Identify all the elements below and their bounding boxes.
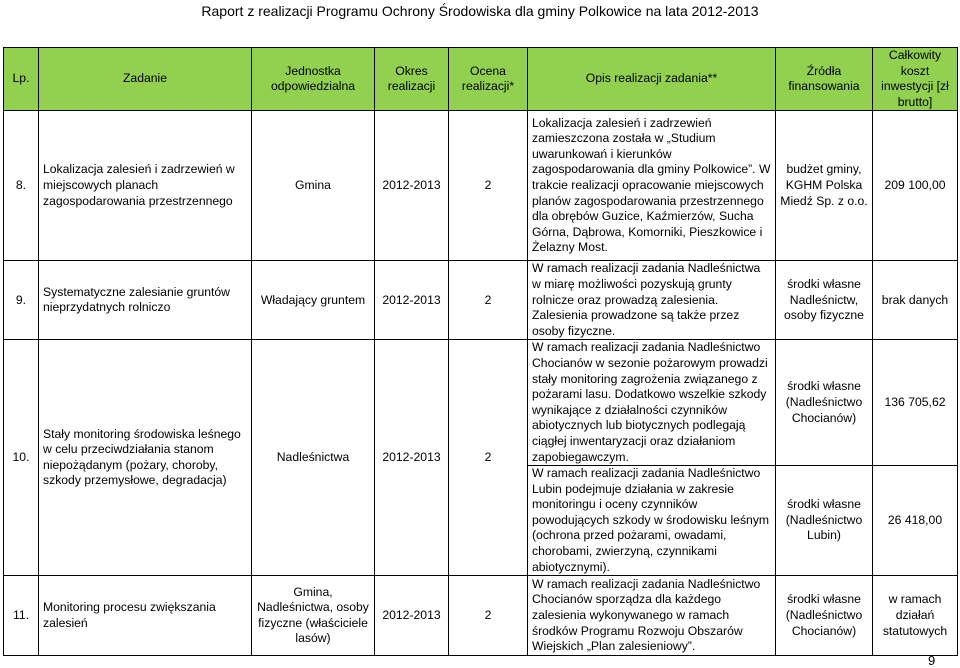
row-task: Stały monitoring środowiska leśnego w celu przeciwdziałania stanom niepożądanym (pożary, choroby, szkody przemysłowe, degradacja) [39,340,252,576]
row-cost: brak danych [873,261,958,340]
row-lp: 9. [4,261,39,340]
col-header-cost: Całkowity koszt inwestycji [zł brutto] [873,48,958,111]
row-period: 2012-2013 [375,340,449,576]
row-unit: Władający gruntem [252,261,375,340]
row-period: 2012-2013 [375,576,449,656]
row-unit: Gmina [252,111,375,261]
row-rating: 2 [449,261,528,340]
row-period: 2012-2013 [375,111,449,261]
table-row [4,261,958,340]
col-header-task: Zadanie [39,48,252,111]
row-unit: Nadleśnictwa [252,340,375,576]
row-rating: 2 [449,576,528,656]
row-source-2: środki własne (Nadleśnictwo Lubin) [776,466,873,576]
row-cost: 209 100,00 [873,111,958,261]
col-header-rating: Ocena realizacji* [449,48,528,111]
row-description: W ramach realizacji zadania Nadleśnictwo Chocianów w sezonie pożarowym prowadzi stały monitoring zagrożenia związanego z pożarami lasu. Dodatkowo wszelkie szkody wynikające z działalności czynników abiotycznych lub biotycznych podlegają ciągłej inwentaryzacji oraz działaniom zapobiegawczym. [528,340,776,466]
row-description-2: W ramach realizacji zadania Nadleśnictwo Lubin podejmuje działania w zakresie monitoringu i oceny czynników powodujących szkody w środowisku leśnym (ochrona przed pożarami, owadami, chorobami, zwierzyną, czynnikami abiotycznymi). [528,466,776,576]
page-number: 9 [928,653,936,668]
row-lp: 8. [4,111,39,261]
row-lp: 11. [4,576,39,656]
col-header-lp: Lp. [4,48,39,111]
table-header-row [4,48,958,111]
row-description: W ramach realizacji zadania Nadleśnictwa w miarę możliwości pozyskują grunty rolnicze oraz prowadzą zalesienia. Zalesienia prowadzone są także przez osoby fizyczne. [528,261,776,340]
col-header-description: Opis realizacji zadania** [528,48,776,111]
page-header [0,0,960,22]
col-header-period: Okres realizacji [375,48,449,111]
row-unit: Gmina, Nadleśnictwa, osoby fizyczne (właściciele lasów) [252,576,375,656]
row-cost: w ramach działań statutowych [873,576,958,656]
col-header-unit: Jednostka odpowiedzialna [252,48,375,111]
row-cost-2: 26 418,00 [873,466,958,576]
col-header-source: Źródła finansowania [776,48,873,111]
row-rating: 2 [449,111,528,261]
row-task: Systematyczne zalesianie gruntów nieprzydatnych rolniczo [39,261,252,340]
row-cost: 136 705,62 [873,340,958,466]
table-row [4,576,958,656]
report-table [3,47,958,656]
row-source: budżet gminy, KGHM Polska Miedź Sp. z o.o. [776,111,873,261]
row-source: środki własne (Nadleśnictwo Chocianów) [776,340,873,466]
row-source: środki własne (Nadleśnictwo Chocianów) [776,576,873,656]
page-title: Raport z realizacji Programu Ochrony Środowiska dla gminy Polkowice na lata 2012-2013 [201,3,759,19]
row-source: środki własne Nadleśnictw, osoby fizyczne [776,261,873,340]
row-lp: 10. [4,340,39,576]
row-description: Lokalizacja zalesień i zadrzewień zamieszczona została w „Studium uwarunkowań i kierunków zagospodarowania dla gminy Polkowice”. W trakcie realizacji opracowanie miejscowych planów zagospodarowania przestrzennego dla obrębów Guzice, Kaźmierzów, Sucha Górna, Dąbrowa, Komorniki, Pieszkowice i Żelazny Most. [528,111,776,261]
row-task: Lokalizacja zalesień i zadrzewień w miejscowych planach zagospodarowania przestrzennego [39,111,252,261]
row-period: 2012-2013 [375,261,449,340]
row-description: W ramach realizacji zadania Nadleśnictwo Chocianów sporządza dla każdego zalesienia wykonywanego w ramach środków Programu Rozwoju Obszarów Wiejskich „Plan zalesieniowy”. [528,576,776,656]
row-task: Monitoring procesu zwiększania zalesień [39,576,252,656]
table-row [4,111,958,261]
row-rating: 2 [449,340,528,576]
table-row [4,340,958,466]
